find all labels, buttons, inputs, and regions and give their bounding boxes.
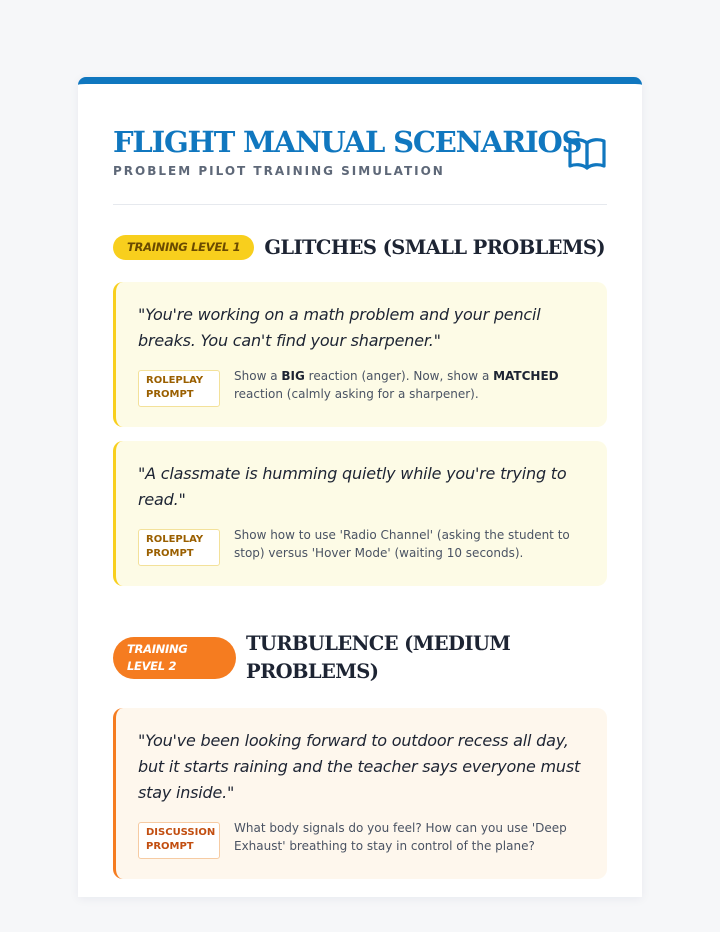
prompt-label: DISCUSSION PROMPT: [138, 822, 220, 859]
level-2-badge: TRAINING LEVEL 2: [113, 637, 236, 679]
level-2-title: TURBULENCE (MEDIUM PROBLEMS): [246, 632, 511, 683]
level-1-header: [113, 235, 607, 260]
scenario-quote: "You're working on a math problem and your pencil breaks. You can't find your sharpener.": [138, 305, 541, 350]
level-1-title: GLITCHES (SMALL PROBLEMS): [264, 236, 606, 259]
page-title: FLIGHT MANUAL SCENARIOS: [113, 125, 582, 159]
prompt-label: ROLEPLAY PROMPT: [138, 370, 220, 407]
manual-card: [78, 77, 642, 897]
scenario-card: [113, 708, 607, 879]
prompt-label: ROLEPLAY PROMPT: [138, 529, 220, 566]
level-2-header: [113, 630, 607, 686]
prompt-text: Show a BIG reaction (anger). Now, show a MATCHED reaction (calmly asking for a sharpener).: [234, 369, 559, 401]
header: [113, 84, 607, 205]
scenario-quote: "A classmate is humming quietly while you're trying to read.": [138, 464, 567, 509]
prompt-row: [138, 527, 583, 566]
prompt-row: [138, 820, 583, 859]
scenario-quote: "You've been looking forward to outdoor recess all day, but it starts raining and the teacher says everyone must stay inside.": [138, 731, 581, 802]
scenario-card: [113, 282, 607, 427]
book-icon: [567, 135, 607, 171]
prompt-text: What body signals do you feel? How can you use 'Deep Exhaust' breathing to stay in control of the plane?: [234, 821, 567, 853]
scenario-card: [113, 441, 607, 586]
prompt-text: Show how to use 'Radio Channel' (asking the student to stop) versus 'Hover Mode' (waiting 10 seconds).: [234, 528, 570, 560]
page-subtitle: PROBLEM PILOT TRAINING SIMULATION: [113, 164, 445, 178]
prompt-row: [138, 368, 583, 407]
level-1-badge: TRAINING LEVEL 1: [113, 235, 254, 260]
